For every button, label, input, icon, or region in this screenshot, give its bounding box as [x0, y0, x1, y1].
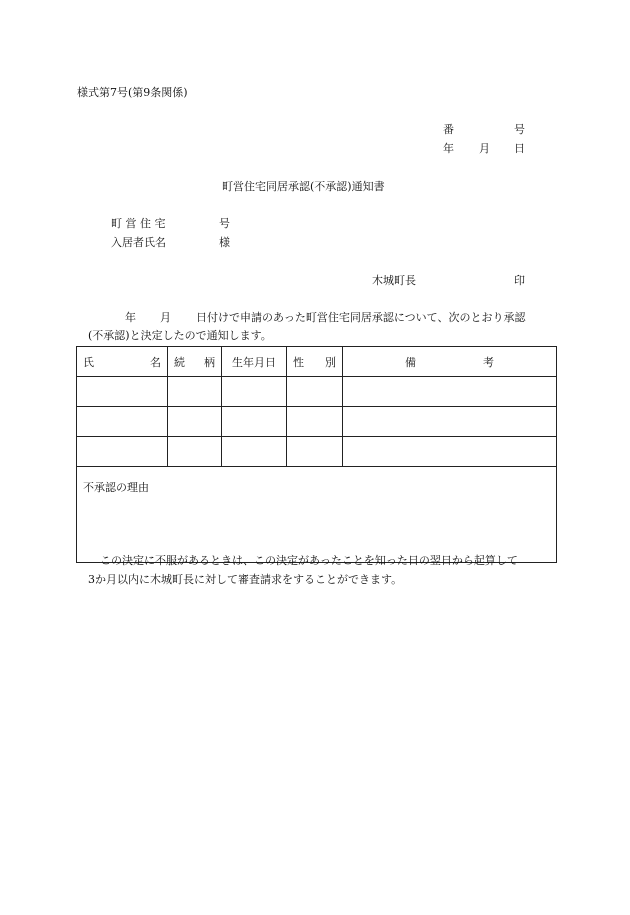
date-month-label: 月	[479, 142, 490, 155]
header-relation: 続 柄	[168, 347, 222, 377]
birthdate-cell	[222, 407, 287, 437]
footer-line2: 3か月以内に木城町長に対して審査請求をすることができます。	[88, 573, 403, 586]
number-ban-label: 番	[443, 123, 454, 136]
name-cell	[77, 437, 168, 467]
reason-row	[77, 467, 557, 563]
relation-cell	[168, 377, 222, 407]
name-cell	[77, 407, 168, 437]
header-birthdate: 生年月日	[222, 347, 287, 377]
body-line2: (不承認)と決定したので通知します。	[88, 329, 272, 342]
document-title: 町営住宅同居承認(不承認)通知書	[222, 180, 385, 193]
name-cell	[77, 377, 168, 407]
number-go-label: 号	[514, 123, 525, 136]
footer-line1: この決定に不服があるときは、この決定があったことを知った日の翌日から起算して	[100, 554, 518, 567]
header-gender: 性 別	[287, 347, 343, 377]
header-name: 氏 名	[77, 347, 168, 377]
relation-cell	[168, 437, 222, 467]
issuer-seal: 印	[514, 274, 525, 287]
relation-cell	[168, 407, 222, 437]
housing-go-label: 号	[219, 217, 230, 230]
body-line1: 日付けで申請のあった町営住宅同居承認について、次のとおり承認	[196, 311, 526, 324]
reason-label: 不承認の理由	[83, 481, 149, 494]
birthdate-cell	[222, 377, 287, 407]
remarks-cell	[343, 377, 557, 407]
date-year-label: 年	[443, 142, 454, 155]
gender-cell	[287, 437, 343, 467]
issuer-name: 木城町長	[372, 274, 416, 287]
table-row	[77, 377, 557, 407]
body-month-label: 月	[160, 311, 171, 324]
housing-label: 町 営 住 宅	[111, 217, 166, 230]
cohabitant-table	[76, 346, 557, 563]
table-row	[77, 407, 557, 437]
header-remarks: 備 考	[343, 347, 557, 377]
remarks-cell	[343, 437, 557, 467]
resident-name-label: 入居者氏名	[111, 236, 166, 249]
reason-cell	[77, 467, 557, 563]
date-day-label: 日	[514, 142, 525, 155]
gender-cell	[287, 377, 343, 407]
remarks-cell	[343, 407, 557, 437]
table-row	[77, 437, 557, 467]
gender-cell	[287, 407, 343, 437]
body-year-label: 年	[125, 311, 136, 324]
resident-sama-label: 様	[219, 236, 230, 249]
table-header-row	[77, 347, 557, 377]
birthdate-cell	[222, 437, 287, 467]
form-number: 様式第7号(第9条関係)	[77, 86, 188, 99]
